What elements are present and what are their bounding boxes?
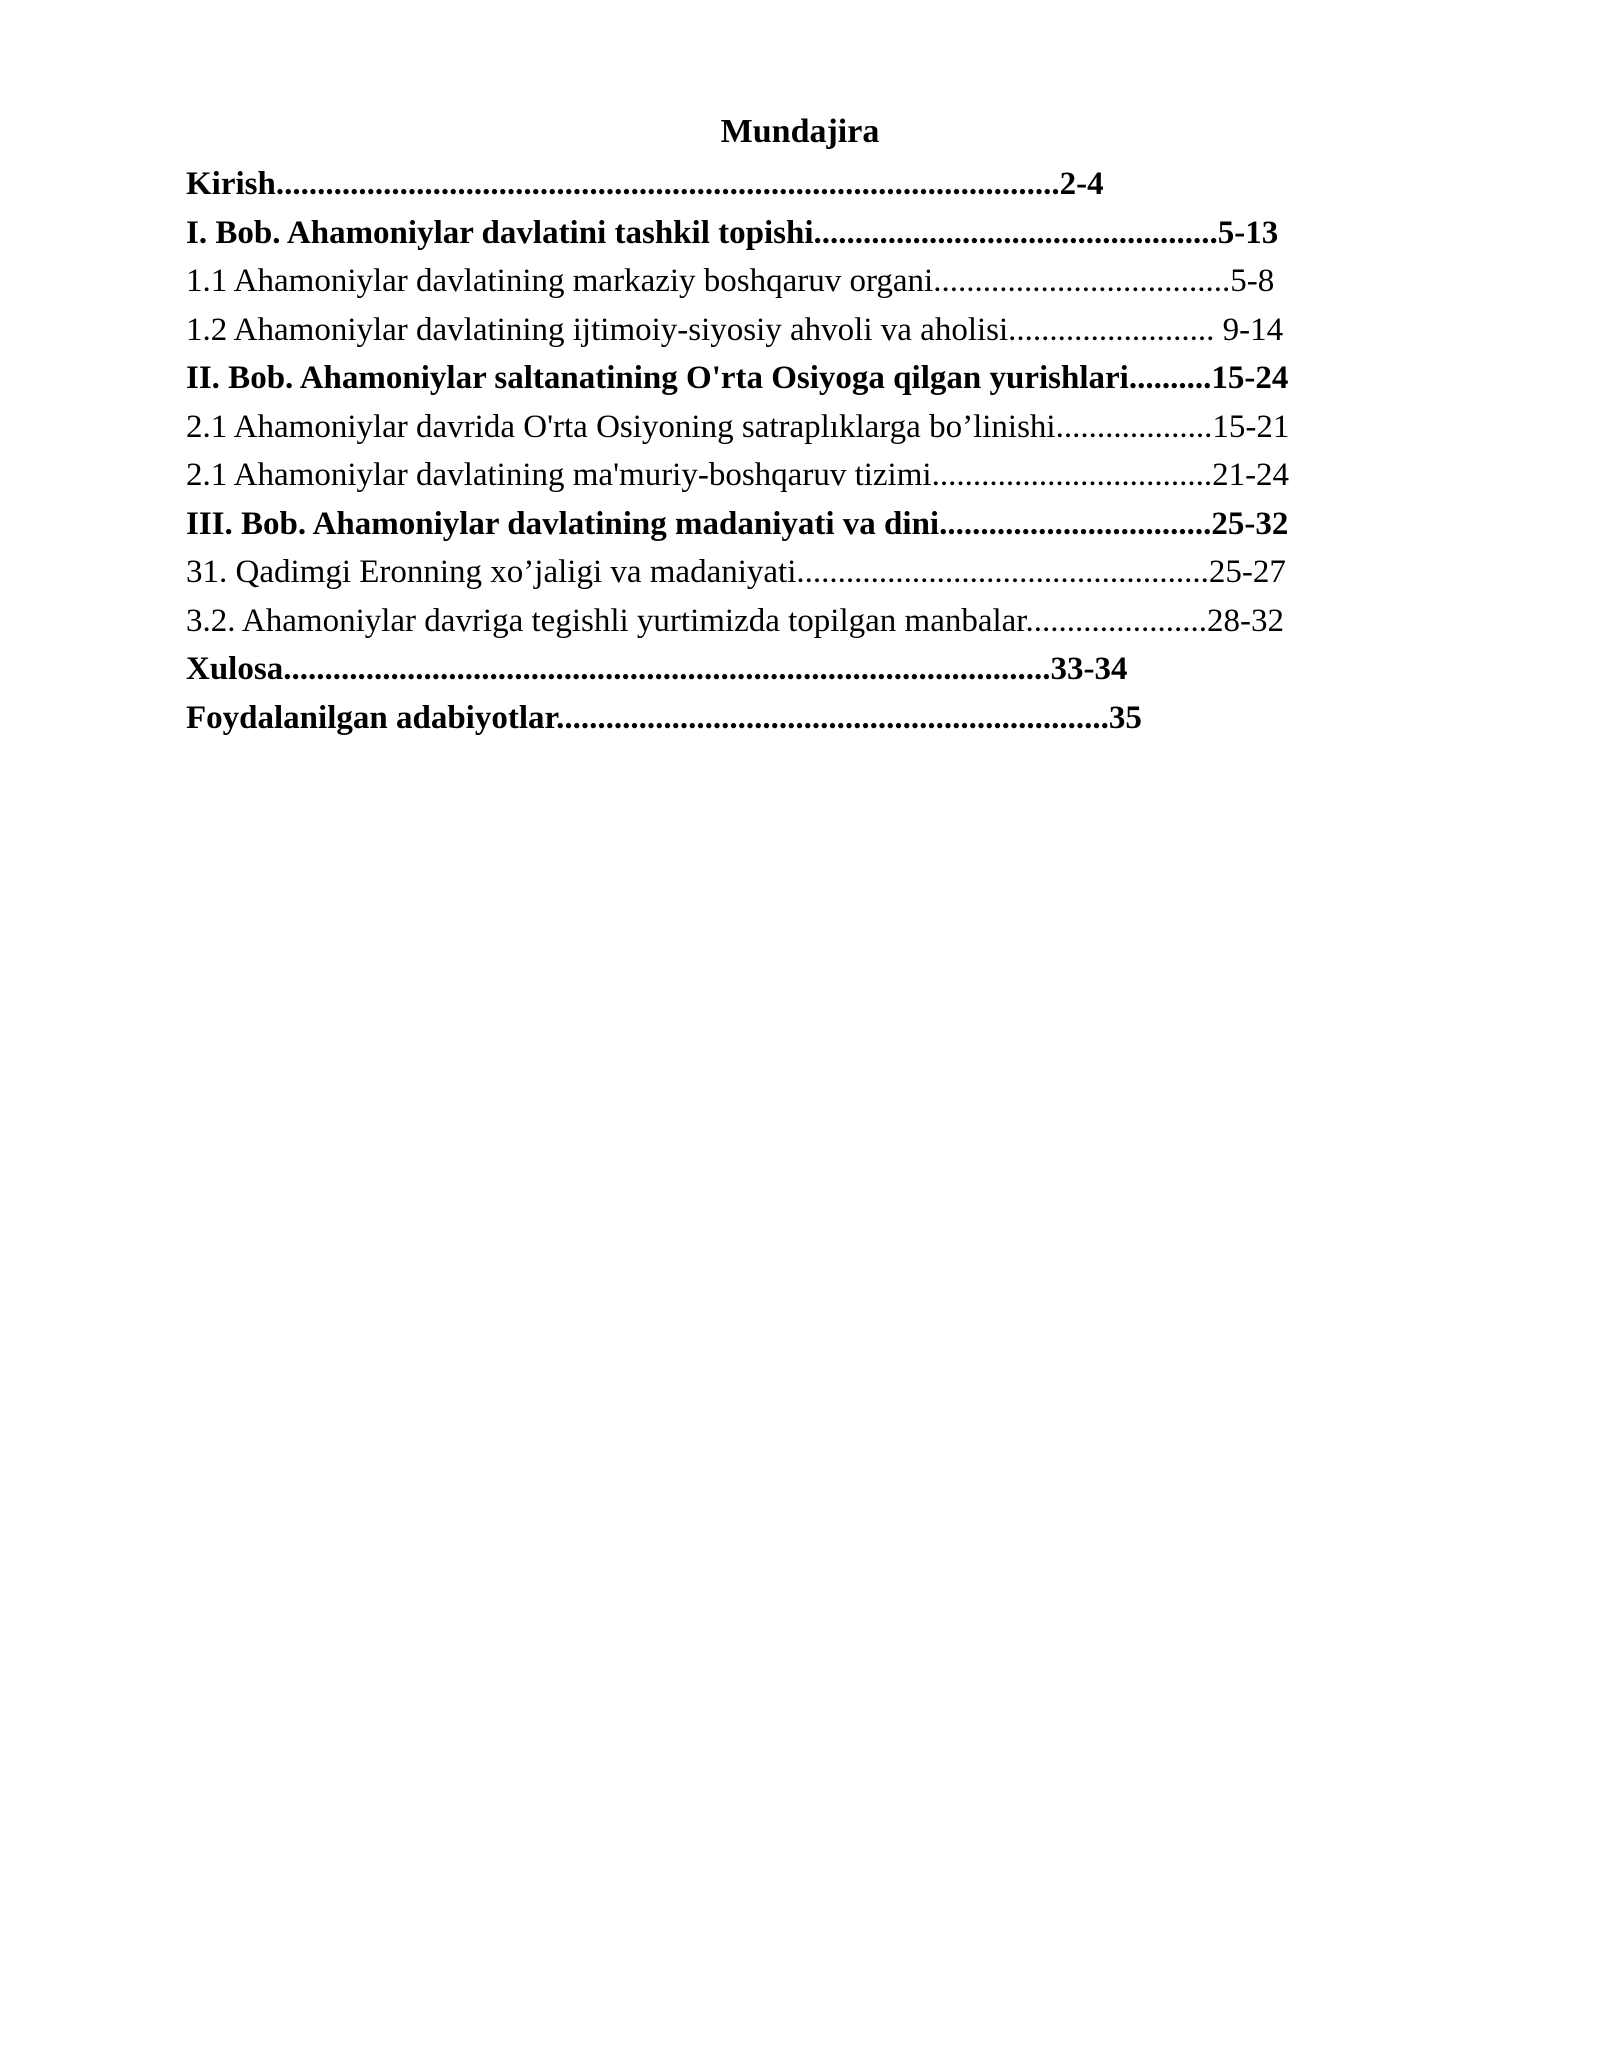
toc-entry-title: Xulosa — [186, 651, 284, 687]
toc-entry-page: 15-21 — [1212, 408, 1290, 445]
toc-entry-title: III. Bob. Ahamoniylar davlatining madaniyati va dini — [186, 505, 940, 542]
toc-entry-title: I. Bob. Ahamoniylar davlatini tashkil topishi — [186, 214, 814, 251]
toc-entry-leader: ...................... — [1025, 602, 1207, 639]
toc-entry-title: 1.2 Ahamoniylar davlatining ijtimoiy-siyosiy ahvoli va aholisi — [186, 311, 1009, 348]
toc-entry-title: 1.1 Ahamoniylar davlatining markaziy boshqaruv organi — [186, 263, 934, 299]
toc-entry-leader: ................................................................... — [556, 699, 1109, 736]
toc-entry-page: 2-4 — [1059, 166, 1104, 202]
toc-entry-page: 33-34 — [1050, 651, 1128, 687]
toc-entry-leader: .................................... — [933, 263, 1231, 299]
toc-entry-section-2-1a — [186, 403, 1416, 452]
toc-entry-title: Kirish — [186, 166, 276, 202]
toc-entry-title: 2.1 Ahamoniylar davrida O'rta Osiyoning satraplıklarga bo’linishi — [186, 408, 1056, 445]
toc-entry-leader: ............................................................................................... — [275, 166, 1060, 202]
toc-entry-page: 35 — [1108, 699, 1142, 736]
toc-entry-page: 15-24 — [1211, 360, 1289, 396]
toc-entry-leader: ............................................................................................. — [283, 651, 1051, 687]
toc-entry-title: II. Bob. Ahamoniylar saltanatining O'rta Osiyoga qilgan yurishlari — [186, 360, 1129, 396]
toc-entry-leader: ................................. — [939, 505, 1212, 542]
toc-entry-page: 25-27 — [1208, 554, 1286, 590]
toc-entry-page: 5-13 — [1217, 214, 1279, 251]
toc-entry-chapter-1 — [186, 209, 1416, 258]
toc-entry-leader: .................................. — [931, 457, 1213, 493]
toc-entry-section-3-1 — [186, 548, 1416, 597]
toc-entry-leader: ......................... — [1008, 311, 1215, 348]
toc-entry-leader: ................... — [1055, 408, 1213, 445]
table-of-contents — [186, 160, 1416, 742]
toc-entry-title: 31. Qadimgi Eronning xo’jaligi va madaniyati — [186, 554, 797, 590]
document-title: Mundajira — [720, 113, 880, 150]
toc-entry-page: 9-14 — [1214, 311, 1284, 348]
toc-entry-section-1-1 — [186, 257, 1416, 306]
toc-entry-leader: .......... — [1128, 360, 1212, 396]
toc-entry-page: 28-32 — [1206, 602, 1284, 639]
toc-entry-references — [186, 694, 1416, 743]
toc-entry-page: 5-8 — [1230, 263, 1275, 299]
toc-entry-kirish — [186, 160, 1416, 209]
toc-entry-chapter-3 — [186, 500, 1416, 549]
toc-entry-section-2-1b — [186, 451, 1416, 500]
toc-entry-title: 2.1 Ahamoniylar davlatining ma'muriy-boshqaruv tizimi — [186, 457, 932, 493]
toc-entry-title: 3.2. Ahamoniylar davriga tegishli yurtimizda topilgan manbalar — [186, 602, 1026, 639]
toc-entry-xulosa — [186, 645, 1416, 694]
toc-entry-page: 25-32 — [1211, 505, 1289, 542]
toc-entry-chapter-2 — [186, 354, 1416, 403]
toc-entry-leader: .................................................. — [796, 554, 1209, 590]
toc-entry-section-3-2 — [186, 597, 1416, 646]
toc-entry-title: Foydalanilgan adabiyotlar — [186, 699, 557, 736]
toc-entry-leader: ................................................. — [813, 214, 1218, 251]
toc-entry-page: 21-24 — [1212, 457, 1290, 493]
toc-entry-section-1-2 — [186, 306, 1416, 355]
